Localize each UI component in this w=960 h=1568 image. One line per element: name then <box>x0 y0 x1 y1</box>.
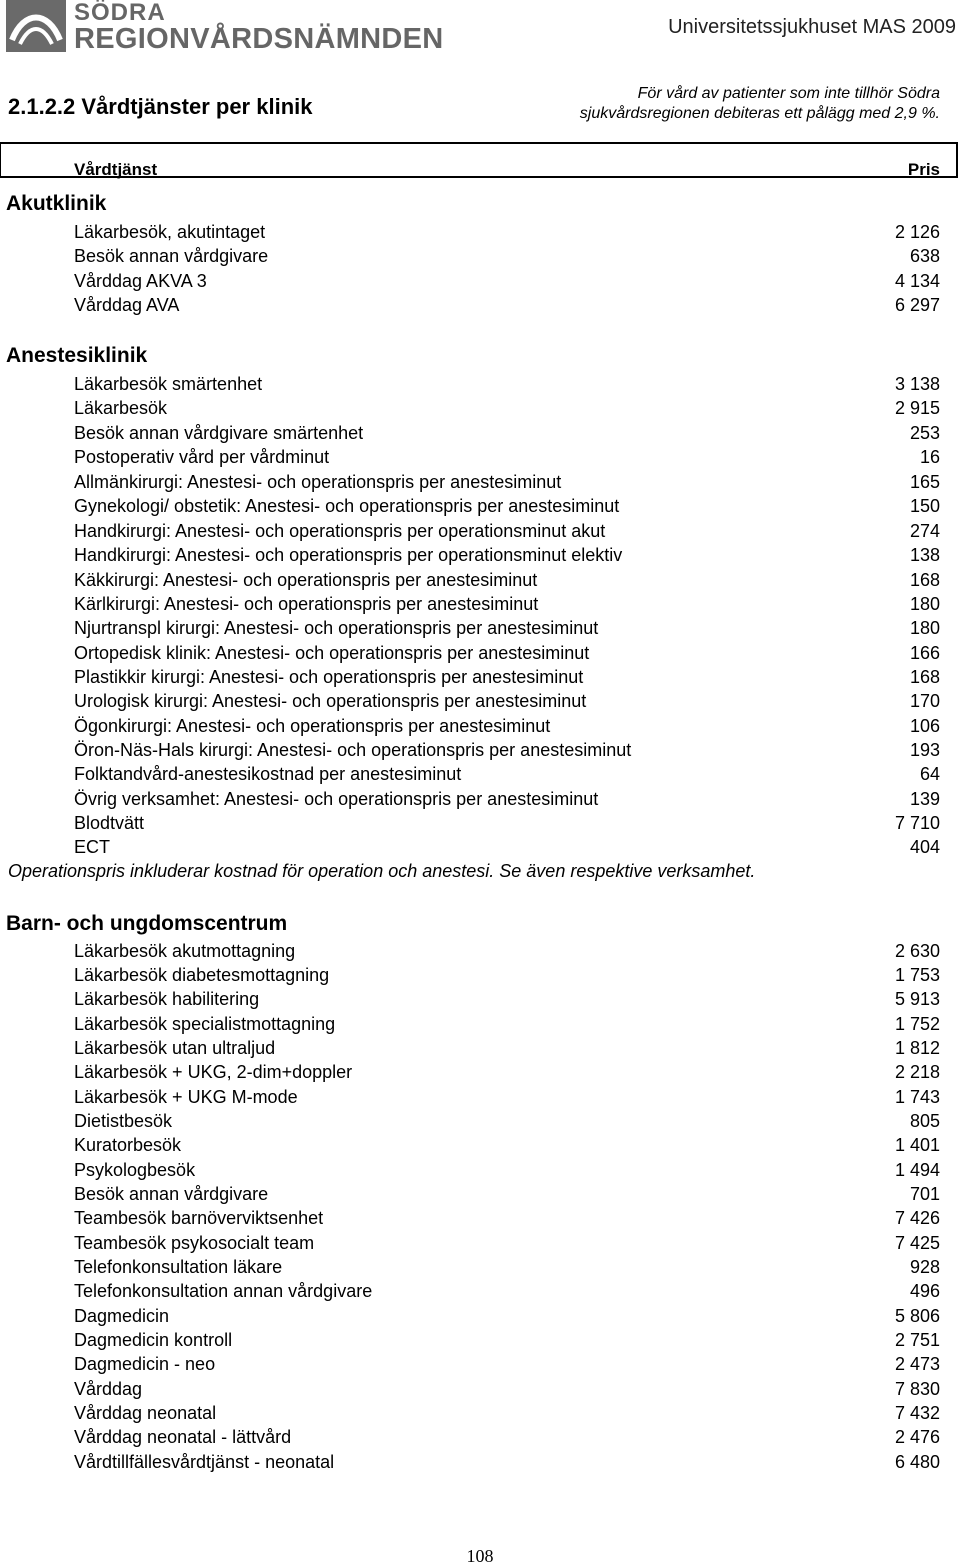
row-price: 150 <box>909 496 940 516</box>
table-row <box>74 519 940 543</box>
table-row <box>74 1231 940 1255</box>
row-label: Dagmedicin kontroll <box>74 1330 233 1350</box>
row-label: Läkarbesök utan ultraljud <box>74 1038 276 1058</box>
row-label: Läkarbesök <box>74 398 168 418</box>
row-price: 1 494 <box>894 1160 940 1180</box>
table-row <box>74 689 940 713</box>
row-price: 166 <box>909 643 940 663</box>
page-number: 108 <box>466 1546 494 1566</box>
row-label: Teambesök psykosocialt team <box>74 1233 315 1253</box>
row-price: 138 <box>909 545 940 565</box>
row-price: 7 830 <box>894 1379 940 1399</box>
row-label: Besök annan vårdgivare <box>74 1184 269 1204</box>
row-price: 5 806 <box>894 1306 940 1326</box>
table-row <box>74 372 940 396</box>
table-row <box>74 543 940 567</box>
table-row <box>74 1012 940 1036</box>
surcharge-note-line-2: sjukvårdsregionen debiteras ett pålägg med 2,9 %. <box>579 105 940 122</box>
table-row <box>74 396 940 420</box>
row-price: 2 476 <box>894 1427 940 1447</box>
table-row <box>74 1255 940 1279</box>
row-price: 170 <box>909 691 940 711</box>
row-price: 805 <box>909 1111 940 1131</box>
row-price: 1 812 <box>894 1038 940 1058</box>
row-price: 928 <box>909 1257 940 1277</box>
table-row <box>74 220 940 244</box>
row-label: Urologisk kirurgi: Anestesi- och operationspris per anestesiminut <box>74 691 587 711</box>
table-row <box>74 244 940 268</box>
row-price: 64 <box>919 764 940 784</box>
row-price: 2 630 <box>894 941 940 961</box>
row-label: Plastikkir kirurgi: Anestesi- och operationspris per anestesiminut <box>74 667 584 687</box>
row-label: Vårddag neonatal - lättvård <box>74 1427 292 1447</box>
row-label: Vårdtillfällesvårdtjänst - neonatal <box>74 1452 335 1472</box>
row-price: 1 752 <box>894 1014 940 1034</box>
row-label: Vårddag AKVA 3 <box>74 271 207 291</box>
sodra-regionvardsnamnden-logo <box>6 0 444 58</box>
row-label: Teambesök barnöverviktsenhet <box>74 1208 324 1228</box>
row-price: 106 <box>909 716 940 736</box>
row-label: Dagmedicin - neo <box>74 1354 216 1374</box>
row-price: 3 138 <box>894 374 940 394</box>
row-label: Käkkirurgi: Anestesi- och operationspris per anestesiminut <box>74 570 538 590</box>
row-label: Besök annan vårdgivare smärtenhet <box>74 423 364 443</box>
row-price: 16 <box>919 447 940 467</box>
table-row <box>74 1182 940 1206</box>
row-price: 2 751 <box>894 1330 940 1350</box>
row-price: 7 425 <box>894 1233 940 1253</box>
row-price: 2 473 <box>894 1354 940 1374</box>
table-row <box>74 665 940 689</box>
row-label: Övrig verksamhet: Anestesi- och operationspris per anestesiminut <box>74 789 599 809</box>
row-label: Ögonkirurgi: Anestesi- och operationspris per anestesiminut <box>74 716 551 736</box>
table-row <box>74 1450 940 1474</box>
row-label: Läkarbesök smärtenhet <box>74 374 263 394</box>
table-row <box>74 1401 940 1425</box>
table-row <box>74 1304 940 1328</box>
row-price: 1 401 <box>894 1135 940 1155</box>
row-price: 638 <box>909 246 940 266</box>
row-label: Läkarbesök diabetesmottagning <box>74 965 330 985</box>
row-label: Njurtranspl kirurgi: Anestesi- och operationspris per anestesiminut <box>74 618 599 638</box>
row-label: Kärlkirurgi: Anestesi- och operationspris per anestesiminut <box>74 594 539 614</box>
table-row <box>74 1352 940 1376</box>
table-row <box>74 293 940 317</box>
row-price: 139 <box>909 789 940 809</box>
table-row <box>74 641 940 665</box>
table-row <box>74 1206 940 1230</box>
row-label: Allmänkirurgi: Anestesi- och operationspris per anestesiminut <box>74 472 562 492</box>
table-row <box>74 1060 940 1084</box>
table-row <box>74 1279 940 1303</box>
table-row <box>74 1109 940 1133</box>
row-label: Vårddag AVA <box>74 295 180 315</box>
table-row <box>74 421 940 445</box>
row-label: Besök annan vårdgivare <box>74 246 269 266</box>
row-label: Psykologbesök <box>74 1160 196 1180</box>
logo-emblem-icon <box>6 0 66 52</box>
group-heading-anestesiklinik: Anestesiklinik <box>6 344 148 367</box>
row-price: 404 <box>909 837 940 857</box>
row-price: 168 <box>909 570 940 590</box>
row-label: Dietistbesök <box>74 1111 173 1131</box>
table-row <box>74 1377 940 1401</box>
table-row <box>74 714 940 738</box>
row-label: Dagmedicin <box>74 1306 170 1326</box>
group-heading-akutklinik: Akutklinik <box>6 192 107 215</box>
table-row <box>74 811 940 835</box>
table-row <box>74 1328 940 1352</box>
row-label: Öron-Näs-Hals kirurgi: Anestesi- och operationspris per anestesiminut <box>74 740 632 760</box>
row-label: Gynekologi/ obstetik: Anestesi- och operationspris per anestesiminut <box>74 496 620 516</box>
row-label: Blodtvätt <box>74 813 145 833</box>
row-label: Läkarbesök, akutintaget <box>74 222 266 242</box>
table-row <box>74 738 940 762</box>
row-price: 7 432 <box>894 1403 940 1423</box>
column-header-price: Pris <box>907 160 940 179</box>
table-row <box>74 592 940 616</box>
table-row <box>74 470 940 494</box>
table-row <box>74 616 940 640</box>
institution-header: Universitetssjukhuset MAS 2009 <box>668 16 956 38</box>
table-row <box>74 568 940 592</box>
row-label: Handkirurgi: Anestesi- och operationspris per operationsminut elektiv <box>74 545 623 565</box>
table-row <box>74 494 940 518</box>
row-label: Kuratorbesök <box>74 1135 182 1155</box>
row-label: Vårddag neonatal <box>74 1403 217 1423</box>
table-row <box>74 787 940 811</box>
table-row <box>74 963 940 987</box>
row-label: Läkarbesök habilitering <box>74 989 260 1009</box>
row-price: 6 480 <box>894 1452 940 1472</box>
logo-line-1: SÖDRA <box>74 0 166 26</box>
row-price: 1 753 <box>894 965 940 985</box>
row-price: 165 <box>909 472 940 492</box>
row-label: Läkarbesök + UKG M-mode <box>74 1087 298 1107</box>
table-row <box>74 835 940 859</box>
row-price: 274 <box>909 521 940 541</box>
table-row <box>74 987 940 1011</box>
row-price: 7 426 <box>894 1208 940 1228</box>
table-row <box>74 762 940 786</box>
table-row <box>74 1133 940 1157</box>
row-label: Telefonkonsultation annan vårdgivare <box>74 1281 373 1301</box>
row-price: 168 <box>909 667 940 687</box>
row-label: Folktandvård-anestesikostnad per anestesiminut <box>74 764 462 784</box>
row-price: 180 <box>909 618 940 638</box>
row-price: 1 743 <box>894 1087 940 1107</box>
table-row <box>74 445 940 469</box>
table-row <box>74 1158 940 1182</box>
row-price: 180 <box>909 594 940 614</box>
row-label: Postoperativ vård per vårdminut <box>74 447 330 467</box>
operationspris-footnote: Operationspris inkluderar kostnad för operation och anestesi. Se även respektive verksamhet. <box>8 861 756 881</box>
table-row <box>74 269 940 293</box>
row-label: Läkarbesök akutmottagning <box>74 941 296 961</box>
row-price: 5 913 <box>894 989 940 1009</box>
row-label: Läkarbesök specialistmottagning <box>74 1014 336 1034</box>
table-row <box>74 939 940 963</box>
surcharge-note <box>560 84 940 124</box>
row-price: 7 710 <box>894 813 940 833</box>
row-price: 2 915 <box>894 398 940 418</box>
row-label: Ortopedisk klinik: Anestesi- och operationspris per anestesiminut <box>74 643 590 663</box>
row-price: 496 <box>909 1281 940 1301</box>
row-price: 253 <box>909 423 940 443</box>
table-row <box>74 1085 940 1109</box>
row-label: Läkarbesök + UKG, 2-dim+doppler <box>74 1062 353 1082</box>
section-title: 2.1.2.2 Vårdtjänster per klinik <box>8 94 313 119</box>
row-price: 2 218 <box>894 1062 940 1082</box>
row-label: Handkirurgi: Anestesi- och operationspris per operationsminut akut <box>74 521 606 541</box>
row-price: 6 297 <box>894 295 940 315</box>
row-price: 4 134 <box>894 271 940 291</box>
row-label: Vårddag <box>74 1379 143 1399</box>
row-label: ECT <box>74 837 110 857</box>
table-row <box>74 1036 940 1060</box>
table-row <box>74 1425 940 1449</box>
row-price: 193 <box>909 740 940 760</box>
row-price: 2 126 <box>894 222 940 242</box>
column-header-service: Vårdtjänst <box>74 160 158 179</box>
logo-line-2: REGIONVÅRDSNÄMNDEN <box>74 23 444 55</box>
row-price: 701 <box>909 1184 940 1204</box>
surcharge-note-line-1: För vård av patienter som inte tillhör Södra <box>637 85 940 102</box>
row-label: Telefonkonsultation läkare <box>74 1257 283 1277</box>
group-heading-barn-och-ungdomscentrum: Barn- och ungdomscentrum <box>6 912 288 935</box>
